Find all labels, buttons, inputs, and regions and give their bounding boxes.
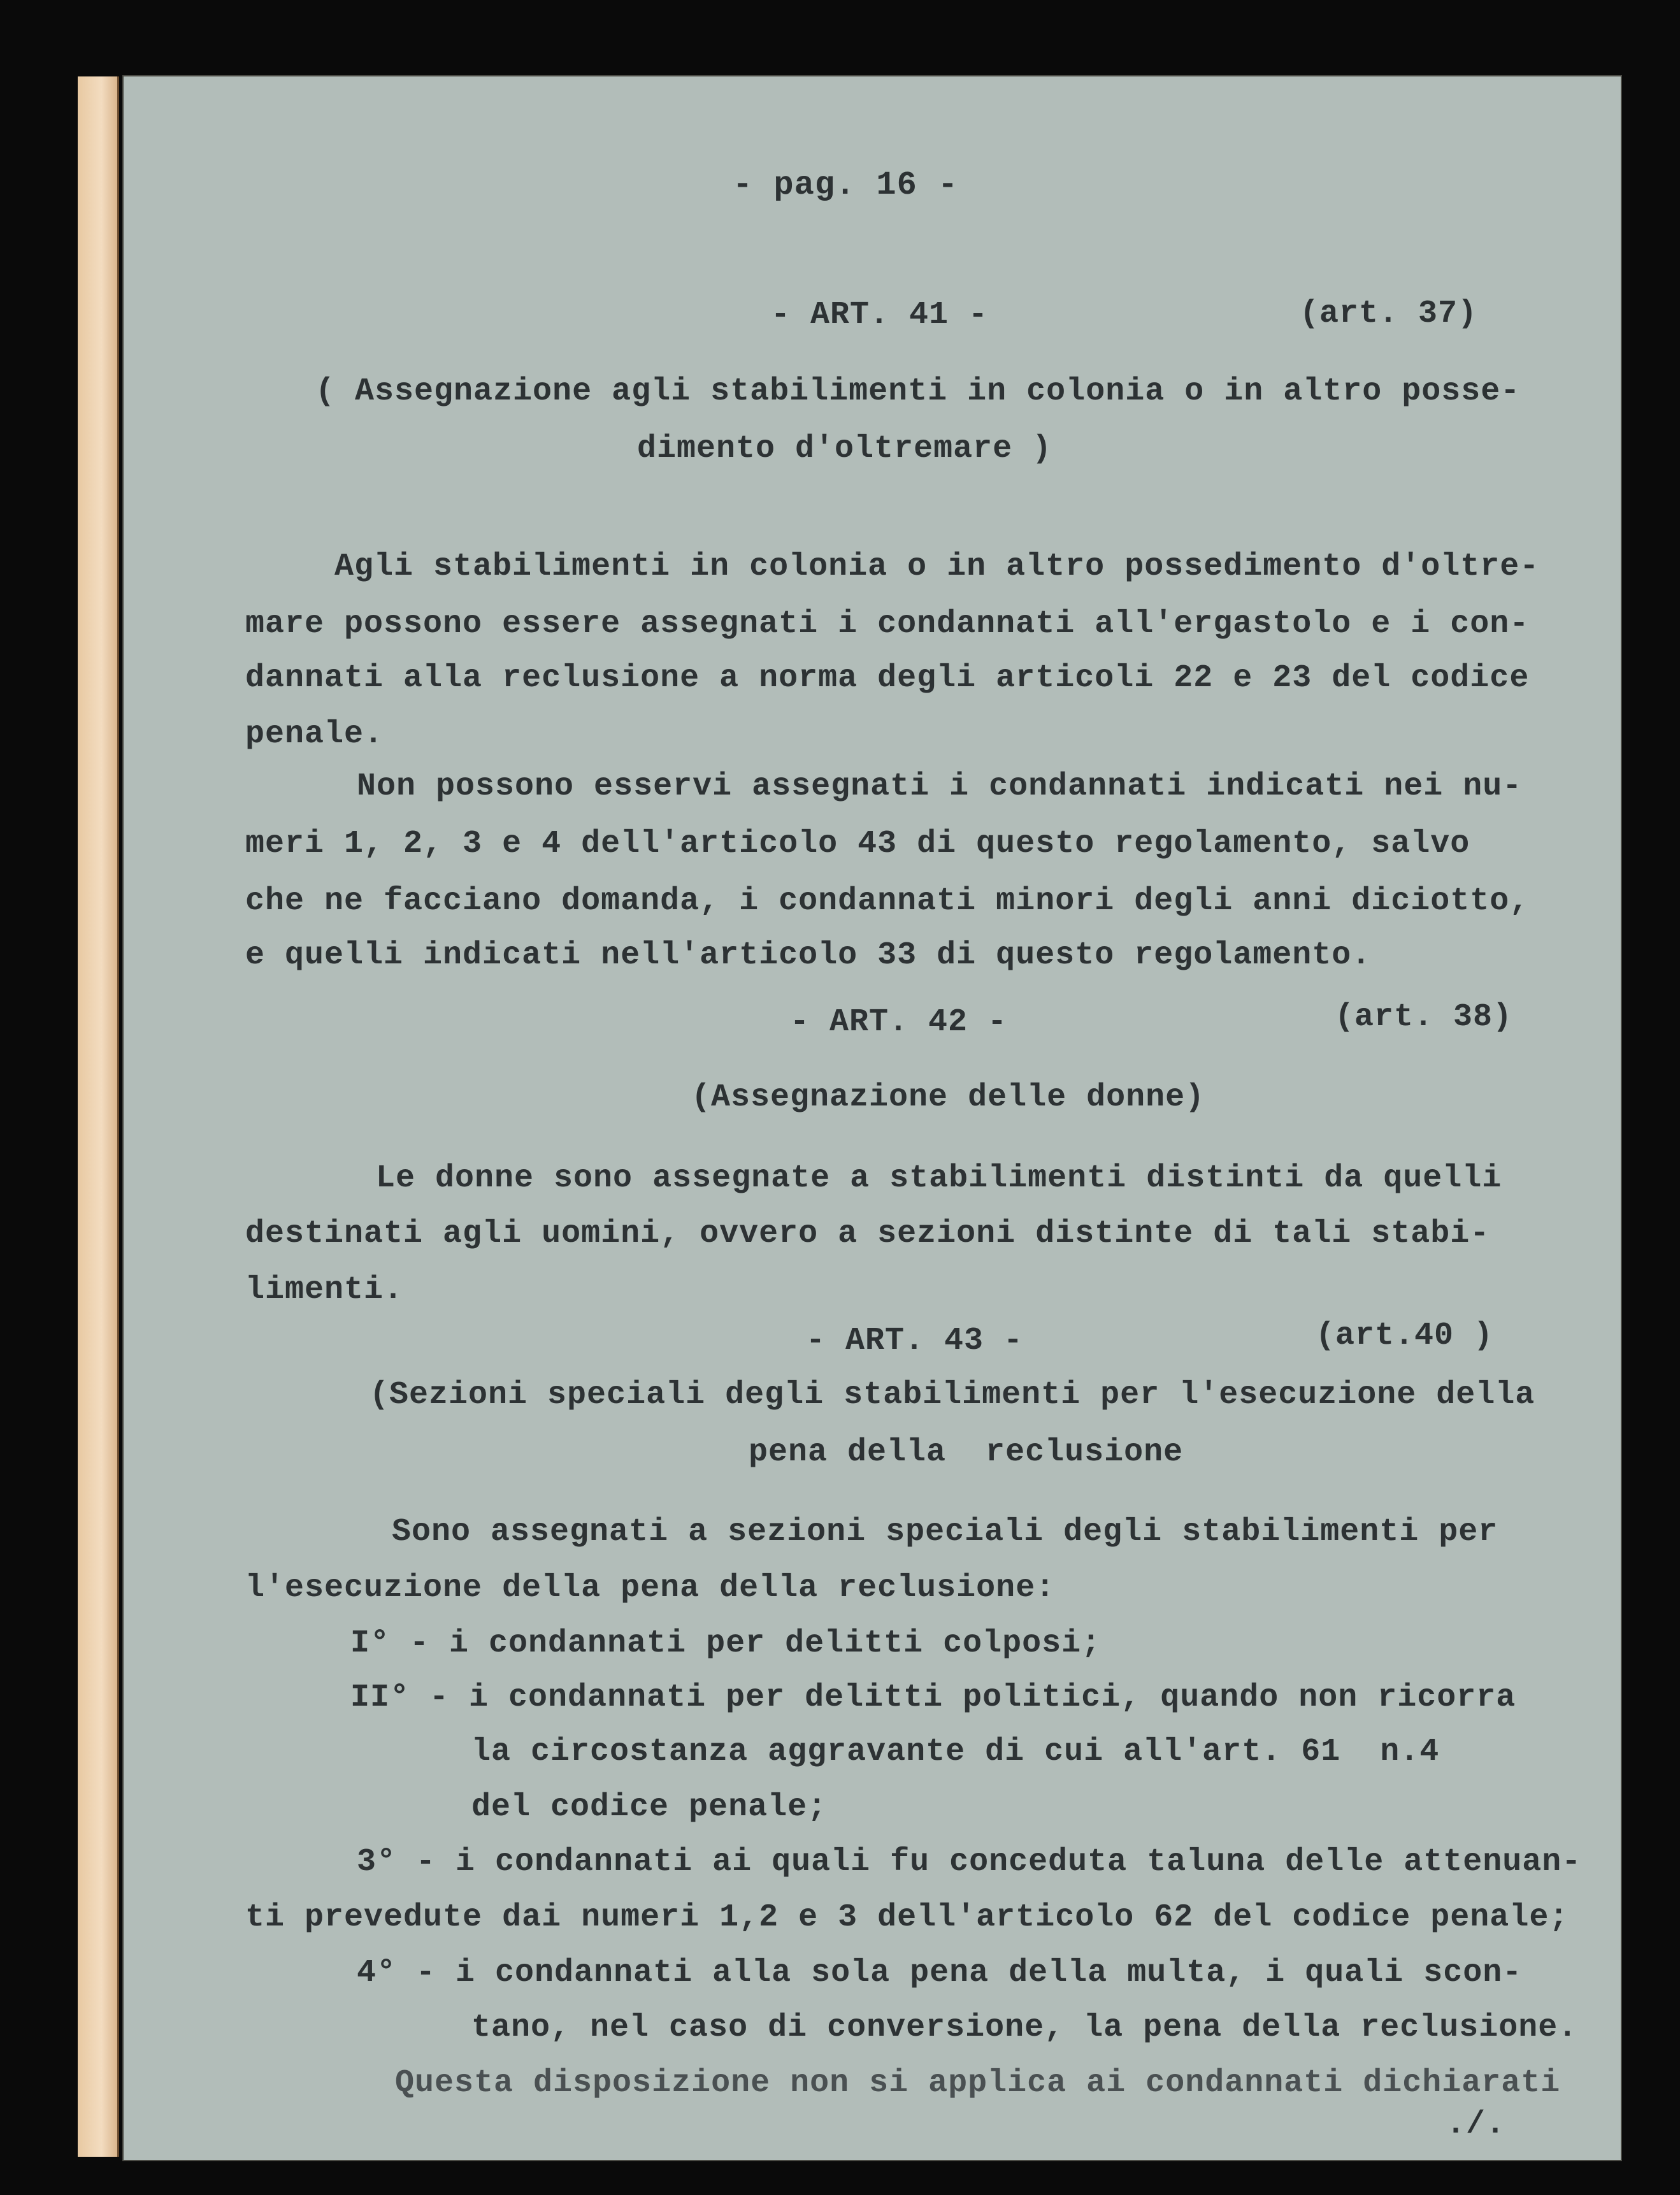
article-43-title: (Sezioni speciali degli stabilimenti per l'esecuzione della [370,1377,1535,1413]
paragraph-line: destinati agli uomini, ovvero a sezioni distinte di tali stabi- [245,1216,1490,1252]
paragraph-line: penale. [245,716,384,752]
article-41-ref: (art. 37) [1300,296,1478,332]
article-43-header: - ART. 43 - [806,1323,1024,1359]
paragraph-line: e quelli indicati nell'articolo 33 di questo regolamento. [245,937,1372,974]
list-item: Questa disposizione non si applica ai condannati dichiarati [395,2065,1561,2101]
paragraph-line: Agli stabilimenti in colonia o in altro possedimento d'oltre- [334,549,1540,585]
article-42-title: (Assegnazione delle donne) [691,1079,1205,1116]
article-43-title: pena della reclusione [749,1434,1184,1471]
paragraph-line: dannati alla reclusione a norma degli articoli 22 e 23 del codice [245,660,1530,696]
article-43-ref: (art.40 ) [1316,1318,1494,1354]
list-item: tano, nel caso di conversione, la pena della reclusione. [471,2010,1578,2046]
article-41-header: - ART. 41 - [771,297,989,333]
continuation-mark: ./. [1446,2106,1506,2143]
article-42-header: - ART. 42 - [790,1004,1008,1040]
paragraph-line: mare possono essere assegnati i condannati all'ergastolo e i con- [245,606,1530,642]
article-41-title: dimento d'oltremare ) [637,431,1052,467]
paragraph-line: che ne facciano domanda, i condannati minori degli anni diciotto, [245,883,1530,919]
paragraph-line: limenti. [245,1272,404,1308]
paragraph-line: Non possono esservi assegnati i condannati indicati nei nu- [357,768,1523,805]
paragraph-line: Le donne sono assegnate a stabilimenti distinti da quelli [376,1160,1502,1197]
paragraph-line: l'esecuzione della pena della reclusione: [245,1570,1056,1606]
binding-spine [78,76,119,2157]
list-item: II° - i condannati per delitti politici, quando non ricorra [350,1680,1516,1716]
page-number: - pag. 16 - [733,166,959,204]
list-item: 4° - i condannati alla sola pena della multa, i quali scon- [357,1955,1523,1991]
list-item: ti prevedute dai numeri 1,2 e 3 dell'articolo 62 del codice penale; [245,1899,1569,1936]
paragraph-line: Sono assegnati a sezioni speciali degli stabilimenti per [392,1514,1498,1550]
article-41-title: ( Assegnazione agli stabilimenti in colonia o in altro posse- [315,373,1521,410]
list-item: del codice penale; [471,1789,828,1825]
list-item: I° - i condannati per delitti colposi; [350,1625,1102,1662]
paragraph-line: meri 1, 2, 3 e 4 dell'articolo 43 di questo regolamento, salvo [245,826,1470,862]
article-42-ref: (art. 38) [1335,999,1513,1035]
list-item: 3° - i condannati ai quali fu conceduta taluna delle attenuan- [357,1844,1582,1880]
list-item: la circostanza aggravante di cui all'art. 61 n.4 [471,1734,1440,1770]
